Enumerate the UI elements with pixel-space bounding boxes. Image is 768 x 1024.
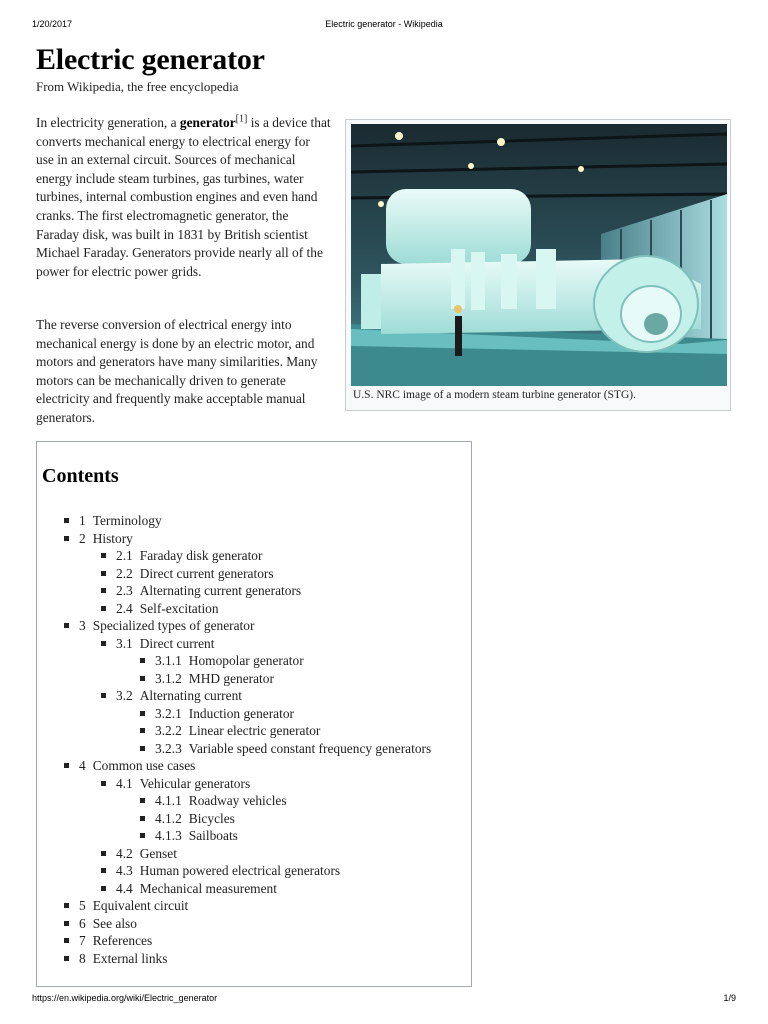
bullet-icon (101, 868, 106, 873)
toc-number: 8 (79, 950, 86, 966)
toc-item[interactable] (155, 670, 274, 688)
toc-item[interactable] (155, 792, 287, 810)
toc-label: Faraday disk generator (139, 548, 263, 563)
toc-item[interactable] (79, 530, 133, 548)
toc-item[interactable] (155, 810, 235, 828)
bullet-icon (101, 851, 106, 856)
toc-number: 3.1.1 (155, 653, 182, 668)
print-page-count: 1/9 (723, 993, 736, 1003)
bullet-icon (140, 816, 145, 821)
reference-link[interactable]: [1] (235, 113, 248, 125)
toc-label: Equivalent circuit (92, 898, 189, 913)
bullet-icon (64, 921, 69, 926)
toc-number: 4.3 (116, 863, 133, 878)
bullet-icon (64, 623, 69, 628)
toc-item[interactable] (116, 547, 262, 565)
toc-number: 2.1 (116, 548, 133, 563)
toc-number: 4.1.1 (155, 793, 182, 808)
toc-label: Linear electric generator (188, 723, 321, 738)
bullet-icon (101, 693, 106, 698)
intro-paragraph: In electricity generation, a generator[1] is a device that converts mechanical energy to electrical energy for use in an external circuit. Sources of mechanical energy include steam turbines, gas turbines, water turbines, internal combustion engines and even hand cranks. The first electromagnetic generator, the Faraday disk, was built in 1831 by British scientist Michael Faraday. Generators provide nearly all of the power for electric power grids. (36, 113, 331, 279)
toc-label: Alternating current (139, 688, 242, 703)
bullet-icon (64, 938, 69, 943)
bullet-icon (140, 676, 145, 681)
bullet-icon (140, 728, 145, 733)
toc-number: 4.1.2 (155, 810, 182, 826)
page-title: Electric generator (36, 43, 265, 76)
toc-number: 4 (79, 758, 86, 773)
toc-number: 3 (79, 618, 86, 633)
print-date: 1/20/2017 (32, 19, 73, 29)
bullet-icon (101, 606, 106, 611)
toc-number: 4.4 (116, 880, 133, 896)
toc-label: Bicycles (188, 810, 235, 826)
toc-item[interactable] (155, 705, 294, 723)
image-caption: U.S. NRC image of a modern steam turbine generator (STG). (353, 389, 636, 401)
toc-label: References (92, 933, 153, 948)
toc-label: Alternating current generators (139, 583, 302, 598)
toc-label: Sailboats (188, 828, 238, 843)
toc-item[interactable] (116, 600, 219, 618)
bullet-icon (101, 781, 106, 786)
bullet-icon (140, 711, 145, 716)
toc-label: Genset (139, 845, 177, 861)
bullet-icon (101, 571, 106, 576)
bullet-icon (140, 746, 145, 751)
toc-item[interactable] (79, 512, 162, 530)
toc-item[interactable] (79, 932, 152, 950)
toc-number: 3.2.2 (155, 723, 182, 738)
toc-label: Common use cases (92, 758, 196, 773)
toc-item[interactable] (155, 652, 304, 670)
toc-number: 2.2 (116, 565, 133, 581)
toc-number: 6 (79, 915, 86, 931)
toc-number: 4.1 (116, 775, 133, 791)
toc-label: Homopolar generator (188, 653, 304, 668)
bold-term: generator (179, 115, 236, 130)
table-of-contents (36, 441, 472, 987)
toc-title: Contents (42, 465, 119, 487)
toc-item[interactable] (79, 757, 195, 775)
toc-label: Mechanical measurement (139, 880, 277, 896)
toc-item[interactable] (116, 582, 301, 600)
toc-number: 2 (79, 530, 86, 546)
toc-item[interactable] (116, 862, 340, 880)
toc-number: 3.2.3 (155, 740, 182, 756)
bullet-icon (64, 518, 69, 523)
toc-number: 3.1.2 (155, 670, 182, 686)
toc-item[interactable] (116, 565, 274, 583)
second-paragraph: The reverse conversion of electrical energy into mechanical energy is done by an electric motor, and motors and generators have many similarities. Many motors can be mechanically driven to generate electricity and frequently make acceptable manual generators. (36, 317, 318, 425)
toc-item[interactable] (116, 845, 177, 863)
toc-label: Human powered electrical generators (139, 863, 341, 878)
toc-label: Direct current (139, 635, 215, 651)
toc-number: 2.4 (116, 600, 133, 616)
toc-label: MHD generator (188, 670, 274, 686)
toc-number: 5 (79, 898, 86, 913)
toc-label: Self-excitation (139, 600, 219, 616)
toc-label: External links (92, 950, 168, 966)
bullet-icon (101, 553, 106, 558)
toc-number: 3.1 (116, 635, 133, 651)
print-url: https://en.wikipedia.org/wiki/Electric_generator (32, 993, 218, 1003)
toc-item[interactable] (116, 880, 277, 898)
bullet-icon (140, 833, 145, 838)
toc-label: History (92, 530, 133, 546)
bullet-icon (64, 956, 69, 961)
toc-number: 3.2 (116, 688, 133, 703)
toc-item[interactable] (79, 617, 254, 635)
image-thumbnail (345, 119, 731, 411)
bullet-icon (140, 658, 145, 663)
toc-item[interactable] (79, 915, 137, 933)
toc-label: Variable speed constant frequency generators (188, 740, 432, 756)
toc-label: See also (92, 915, 137, 931)
toc-item[interactable] (116, 635, 214, 653)
toc-item[interactable] (79, 897, 188, 915)
toc-item[interactable] (116, 775, 250, 793)
toc-label: Specialized types of generator (92, 618, 255, 633)
toc-number: 3.2.1 (155, 705, 182, 721)
toc-item[interactable] (155, 740, 431, 758)
toc-label: Induction generator (188, 705, 295, 721)
toc-number: 4.2 (116, 845, 133, 861)
bullet-icon (64, 763, 69, 768)
page-subtitle: From Wikipedia, the free encyclopedia (36, 79, 239, 94)
toc-number: 7 (79, 933, 86, 948)
print-page-title: Electric generator - Wikipedia (325, 19, 443, 29)
turbine-generator-photo[interactable] (351, 124, 727, 386)
toc-item[interactable] (155, 827, 238, 845)
bullet-icon (140, 798, 145, 803)
toc-number: 1 (79, 513, 86, 528)
toc-label: Roadway vehicles (188, 793, 287, 808)
toc-item[interactable] (155, 722, 320, 740)
toc-number: 4.1.3 (155, 828, 182, 843)
bullet-icon (101, 588, 106, 593)
toc-number: 2.3 (116, 583, 133, 598)
toc-item[interactable] (116, 687, 242, 705)
toc-label: Vehicular generators (139, 775, 251, 791)
toc-label: Terminology (92, 513, 162, 528)
bullet-icon (101, 641, 106, 646)
toc-item[interactable] (79, 950, 167, 968)
toc-label: Direct current generators (139, 565, 274, 581)
bullet-icon (64, 903, 69, 908)
bullet-icon (64, 536, 69, 541)
bullet-icon (101, 886, 106, 891)
